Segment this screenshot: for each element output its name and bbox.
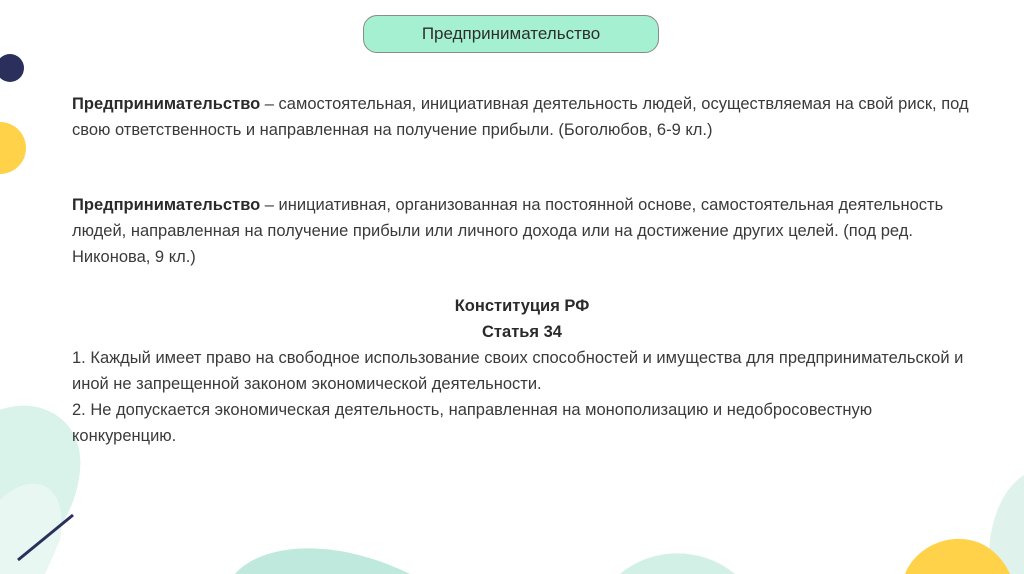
definition-1	[72, 91, 972, 143]
constitution-point-2: 2. Не допускается экономическая деятельность, направленная на монополизацию и недобросовестную конкуренцию.	[72, 401, 873, 445]
definition-1-term: Предпринимательство	[72, 95, 261, 113]
constitution-point-1: 1. Каждый имеет право на свободное использование своих способностей и имущества для предпринимательской и иной не запрещенной законом экономической деятельности.	[72, 349, 964, 393]
definition-1-text: – самостоятельная, инициативная деятельность людей, осуществляемая на свой риск, под свою ответственность и направленная на получение прибыли. (Боголюбов, 6-9 кл.)	[72, 95, 969, 139]
navy-dot	[0, 54, 24, 82]
definition-2-text: – инициативная, организованная на постоянной основе, самостоятельная деятельность людей, направленная на получение прибыли или личного дохода или на достижение других целей. (под ред. Никонова, 9 кл.)	[72, 196, 944, 266]
teal-arc-bottom	[235, 548, 410, 574]
definition-2	[72, 192, 972, 270]
yellow-half-circle	[0, 122, 26, 174]
constitution-block	[72, 293, 972, 449]
teal-arc-bottom-2	[620, 553, 735, 574]
slide-title: Предпринимательство	[363, 15, 659, 53]
definition-2-term: Предпринимательство	[72, 196, 261, 214]
constitution-article: Статья 34	[482, 323, 562, 341]
teal-wave-shape-left-2	[0, 484, 62, 574]
constitution-heading: Конституция РФ	[454, 297, 590, 315]
